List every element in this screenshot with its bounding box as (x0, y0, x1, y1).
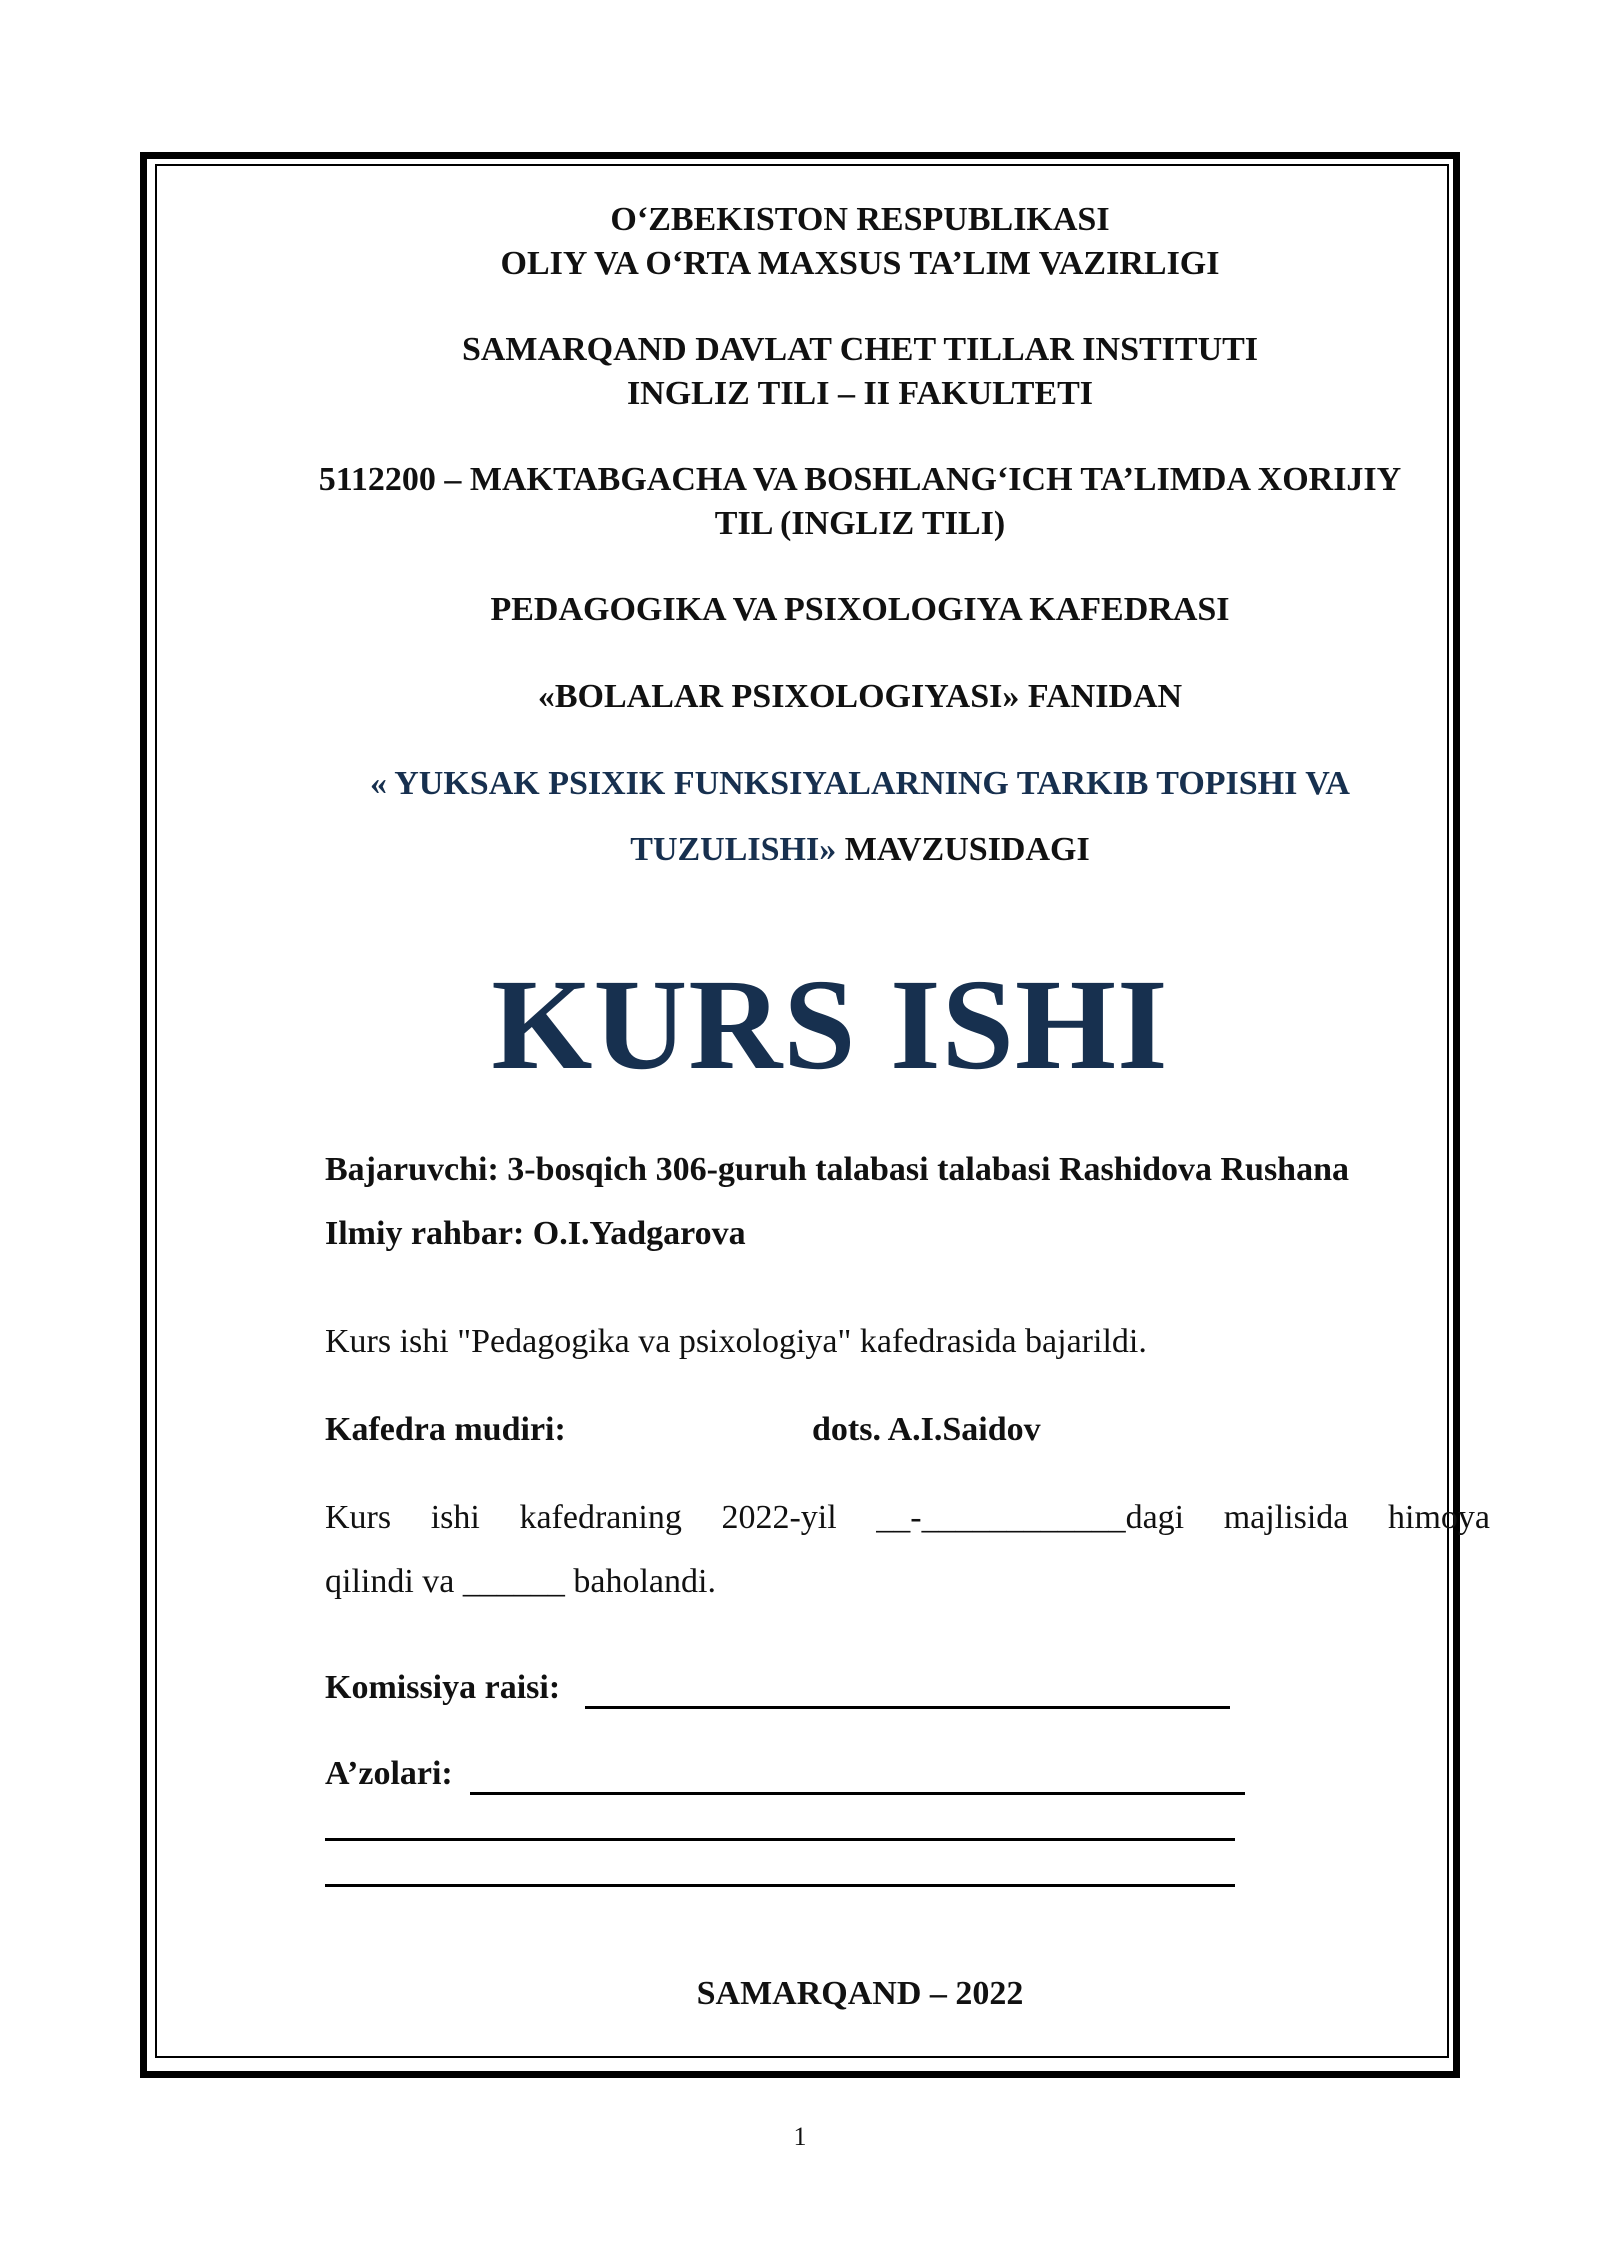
members-signature-line-3 (325, 1884, 1235, 1887)
executor-line: Bajaruvchi: 3-bosqich 306-guruh talabasi talabasi Rashidova Rushana (325, 1151, 1350, 1188)
defense-date-blank: __-____________dagi (876, 1499, 1185, 1536)
topic-line2 (155, 828, 1565, 872)
department-note: Kurs ishi "Pedagogika va psixologiya" kafedrasida bajarildi. (325, 1323, 1147, 1360)
defense-line1 (325, 1496, 1490, 1540)
header-republic: O‘ZBEKISTON RESPUBLIKASI (610, 201, 1110, 238)
commission-chair-label: Komissiya raisi: (325, 1669, 561, 1706)
topic-line1: « YUKSAK PSIXIK FUNKSIYALARNING TARKIB TOPISHI VA (370, 765, 1350, 802)
city-year: SAMARQAND – 2022 (696, 1975, 1024, 2012)
defense-word: 2022-yil (721, 1499, 837, 1536)
defense-word: kafedraning (519, 1499, 682, 1536)
header-ministry: OLIY VA O‘RTA MAXSUS TA’LIM VAZIRLIGI (500, 245, 1220, 282)
defense-word: ishi (430, 1499, 480, 1536)
members-signature-line-1 (470, 1792, 1245, 1795)
head-of-department-label: Kafedra mudiri: (325, 1411, 566, 1448)
members-signature-line-2 (325, 1838, 1235, 1841)
header-specialty-line1: 5112200 – MAKTABGACHA VA BOSHLANG‘ICH TA’LIMDA XORIJIY (318, 461, 1402, 498)
defense-word: Kurs (325, 1499, 392, 1536)
header-department: PEDAGOGIKA VA PSIXOLOGIYA KAFEDRASI (490, 591, 1230, 628)
defense-line2: qilindi va ______ baholandi. (325, 1563, 716, 1600)
defense-word: majlisida (1223, 1499, 1349, 1536)
topic-line2-highlight: TUZULISHI» (630, 831, 837, 868)
header-faculty: INGLIZ TILI – II FAKULTETI (626, 375, 1094, 412)
supervisor-line: Ilmiy rahbar: O.I.Yadgarova (325, 1215, 746, 1252)
header-subject: «BOLALAR PSIXOLOGIYASI» FANIDAN (537, 678, 1183, 715)
topic-line2-rest: MAVZUSIDAGI (836, 831, 1090, 868)
commission-chair-signature-line (585, 1706, 1230, 1709)
page-number: 1 (793, 2122, 807, 2151)
defense-word: himoya (1388, 1499, 1490, 1536)
head-of-department-name: dots. A.I.Saidov (812, 1411, 1041, 1448)
header-institute: SAMARQAND DAVLAT CHET TILLAR INSTITUTI (461, 331, 1259, 368)
members-label: A’zolari: (325, 1755, 453, 1792)
document-title: KURS ISHI (491, 953, 1169, 1097)
header-specialty-line2: TIL (INGLIZ TILI) (714, 505, 1006, 542)
